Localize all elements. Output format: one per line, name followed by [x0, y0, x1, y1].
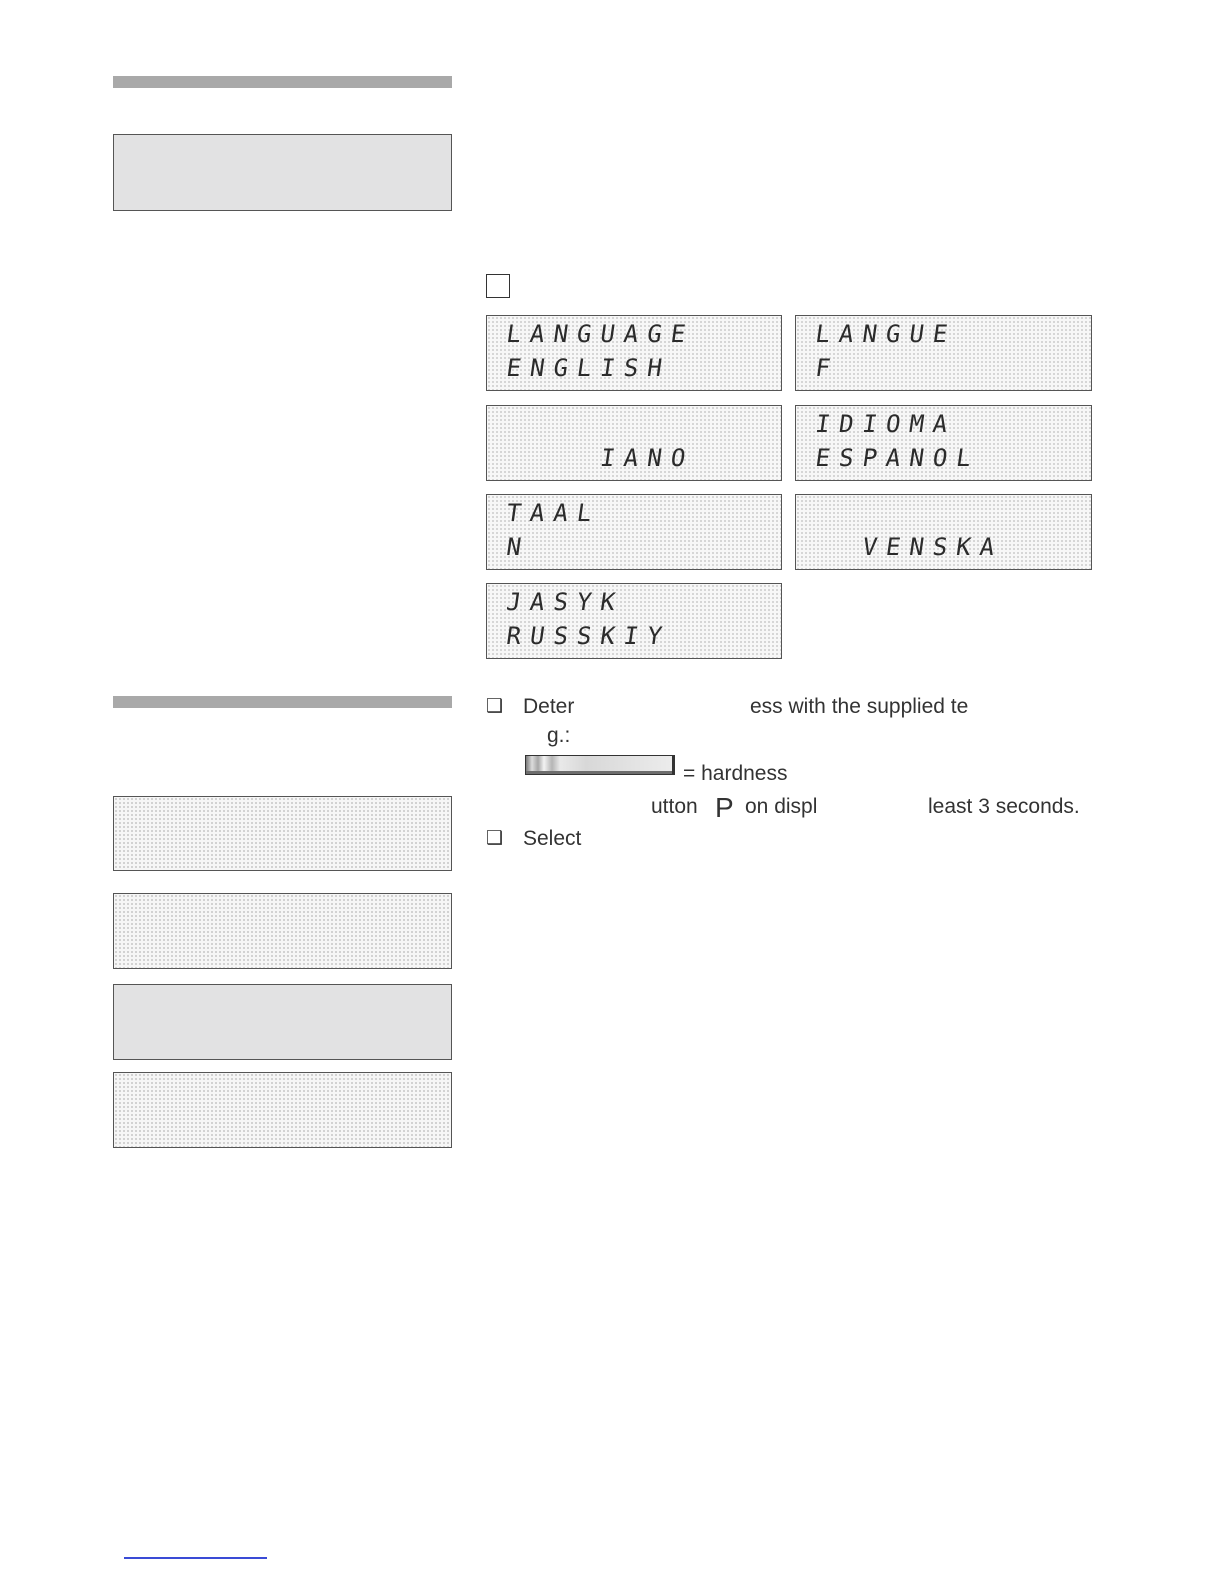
lcd-display-russian: [486, 583, 782, 659]
lcd-display-italian: [486, 405, 782, 481]
section-divider-top: [113, 76, 452, 88]
lcd-display-dutch: [486, 494, 782, 570]
lcd-line-1: LANGUE: [813, 320, 959, 348]
lcd-display-spanish: [795, 405, 1092, 481]
lcd-line-1: IDIOMA: [813, 410, 959, 438]
instruction-1-start: Deter: [523, 695, 575, 718]
test-strip-icon: [525, 755, 675, 775]
lcd-line-2: ESPANOL: [813, 444, 982, 472]
press-instruction-end: least 3 seconds.: [928, 795, 1080, 818]
section-divider-middle: [113, 696, 452, 708]
lcd-line-2: RUSSKIY: [504, 622, 673, 650]
lcd-line-2: N: [504, 533, 533, 561]
press-instruction-start: utton: [651, 795, 698, 818]
bullet-icon: ❑: [486, 696, 504, 717]
info-box-top: [113, 134, 452, 211]
lcd-line-1: TAAL: [504, 499, 603, 527]
lcd-line-2: VENSKA: [813, 533, 1006, 561]
lcd-display-french: [795, 315, 1092, 391]
instruction-2: Select: [523, 827, 582, 850]
footer-link-line: [124, 1557, 267, 1559]
info-box-middle: [113, 984, 452, 1060]
strip-caption: = hardness: [683, 762, 788, 785]
lcd-line-2: F: [813, 354, 842, 382]
checkbox[interactable]: [486, 274, 510, 298]
lcd-line-1: LANGUAGE: [504, 320, 697, 348]
press-instruction-middle: on displ: [745, 795, 818, 818]
instruction-1-example: g.:: [547, 724, 571, 747]
lcd-display-english: [486, 315, 782, 391]
display-box-2: [113, 893, 452, 969]
display-box-1: [113, 796, 452, 871]
lcd-line-2: IANO: [504, 444, 697, 472]
bullet-icon: ❑: [486, 828, 504, 849]
lcd-line-2: ENGLISH: [504, 354, 673, 382]
instruction-1-end: ess with the supplied te: [750, 695, 969, 718]
lcd-line-1: JASYK: [504, 588, 626, 616]
p-button-icon: P: [715, 792, 734, 823]
display-box-3: [113, 1072, 452, 1148]
lcd-display-swedish: [795, 494, 1092, 570]
